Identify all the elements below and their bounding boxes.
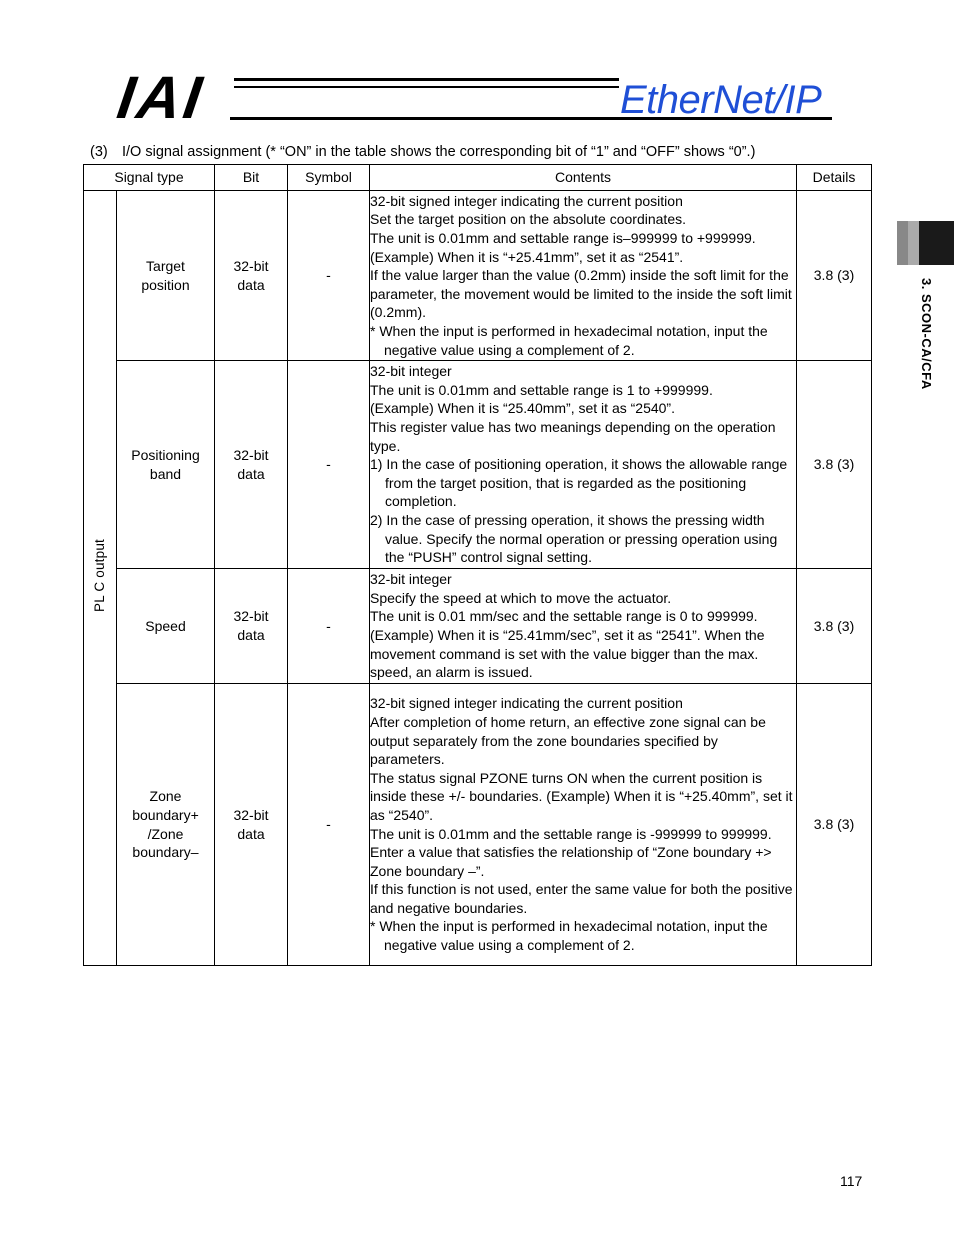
- bit-line: 32-bit: [233, 608, 269, 625]
- signal-line: position: [141, 276, 190, 293]
- ethernet-ip-logo: EtherNet/IP: [620, 78, 822, 122]
- group-label: PL C output: [91, 539, 107, 613]
- content-line: The unit is 0.01mm and settable range is–999999 to +999999.: [370, 230, 756, 247]
- header-rule-top: [234, 78, 619, 81]
- header-signal-type: Signal type: [84, 165, 215, 191]
- symbol-cell: -: [288, 684, 370, 966]
- side-tab-marker-mid: [908, 221, 919, 265]
- table-row: [84, 569, 872, 684]
- group-cell: [84, 191, 117, 966]
- content-line: 32-bit signed integer indicating the current position: [370, 192, 683, 209]
- bit-line: 32-bit: [233, 806, 269, 823]
- signal-cell: [117, 684, 215, 966]
- bit-line: data: [237, 627, 265, 643]
- content-line: The unit is 0.01 mm/sec and the settable range is 0 to 999999.: [370, 608, 758, 625]
- side-tab-marker-dark: [919, 221, 954, 265]
- signal-line: band: [149, 465, 182, 482]
- symbol-cell: -: [288, 569, 370, 684]
- content-list-item: 1) In the case of positioning operation, it shows the allowable range from the target position, that is regarded as the positioning completion.: [370, 456, 788, 510]
- content-line: (Example) When it is “+25.41mm”, set it as “2541”.: [370, 248, 684, 265]
- content-line: This register value has two meanings depending on the operation type.: [370, 419, 776, 454]
- details-cell: 3.8 (3): [797, 684, 872, 966]
- content-line: (Example) When it is “25.40mm”, set it as “2540”.: [370, 400, 675, 417]
- content-line: If the value larger than the value (0.2mm) inside the soft limit for the parameter, the movement would be limited to the inside the soft limit (0.2mm).: [370, 267, 792, 321]
- caption-number: (3): [90, 144, 108, 160]
- content-line: The unit is 0.01mm and the settable range is -999999 to 999999.: [370, 825, 772, 842]
- header-contents: Contents: [370, 165, 797, 191]
- content-line: The status signal PZONE turns ON when the current position is inside these +/- boundaries. (Example) When it is “+25.40mm”, set it as “2540”.: [370, 769, 793, 823]
- bit-line: data: [237, 825, 265, 842]
- details-cell: 3.8 (3): [797, 569, 872, 684]
- content-line: (Example) When it is “25.41mm/sec”, set it as “2541”. When the movement command is set with the value bigger than the max. speed, an alarm is issued.: [370, 627, 765, 681]
- content-line: Specify the speed at which to move the actuator.: [370, 589, 672, 606]
- content-note: * When the input is performed in hexadecimal notation, input the negative value using a complement of 2.: [370, 918, 768, 954]
- table-row: [84, 361, 872, 569]
- signal-cell: [117, 361, 215, 569]
- bit-cell: [215, 569, 288, 684]
- content-line: 32-bit integer: [370, 571, 452, 588]
- bit-cell: [215, 684, 288, 966]
- content-line: After completion of home return, an effective zone signal can be output separately from the zone boundaries specified by parameters.: [370, 713, 766, 768]
- header-rule-top-thin: [234, 86, 619, 88]
- bit-line: data: [237, 465, 265, 482]
- contents-cell: [370, 684, 797, 966]
- content-line: The unit is 0.01mm and settable range is 1 to +999999.: [370, 381, 713, 398]
- signal-line: Zone: [149, 788, 182, 805]
- bit-line: 32-bit: [233, 446, 269, 463]
- contents-cell: [370, 569, 797, 684]
- header-symbol: Symbol: [288, 165, 370, 191]
- page-number: 117: [840, 1173, 863, 1189]
- contents-cell: [370, 361, 797, 569]
- details-cell: 3.8 (3): [797, 361, 872, 569]
- content-line: 32-bit integer: [370, 363, 452, 380]
- details-cell: 3.8 (3): [797, 191, 872, 361]
- signal-line: boundary+: [132, 806, 199, 823]
- iai-logo: IAI: [113, 64, 209, 131]
- bit-cell: [215, 191, 288, 361]
- content-list-item: 2) In the case of pressing operation, it shows the pressing width value. Specify the normal operation or pressing operation using the “PUSH” control signal setting.: [370, 511, 778, 566]
- content-note: * When the input is performed in hexadecimal notation, input the negative value using a complement of 2.: [370, 322, 768, 358]
- header-details: Details: [797, 165, 872, 191]
- symbol-cell: -: [288, 191, 370, 361]
- signal-line: /Zone: [147, 825, 184, 842]
- table-row: [84, 191, 872, 361]
- symbol-cell: -: [288, 361, 370, 569]
- signal-line: Target: [146, 257, 185, 274]
- content-line: 32-bit signed integer indicating the current position: [370, 695, 683, 712]
- signal-cell: [117, 191, 215, 361]
- caption-text: I/O signal assignment (* “ON” in the table shows the corresponding bit of “1” and “OFF” shows “0”.): [122, 144, 756, 160]
- signal-line: Positioning: [131, 446, 200, 463]
- io-signal-table: [83, 164, 872, 966]
- section-caption: [90, 143, 755, 161]
- signal-line: Speed: [145, 617, 186, 634]
- bit-line: 32-bit: [233, 257, 269, 274]
- content-line: Enter a value that satisfies the relationship of “Zone boundary +> Zone boundary –”.: [370, 844, 772, 879]
- content-line: If this function is not used, enter the same value for both the positive and negative boundaries.: [370, 881, 793, 916]
- bit-cell: [215, 361, 288, 569]
- header-bit: Bit: [215, 165, 288, 191]
- chapter-label: 3. SCON-CA/CFA: [919, 278, 934, 390]
- signal-cell: [117, 569, 215, 684]
- contents-cell: [370, 191, 797, 361]
- content-line: Set the target position on the absolute coordinates.: [370, 211, 686, 228]
- table-header-row: [84, 165, 872, 191]
- bit-line: data: [237, 276, 265, 293]
- table-row: [84, 684, 872, 966]
- signal-line: boundary–: [132, 844, 199, 861]
